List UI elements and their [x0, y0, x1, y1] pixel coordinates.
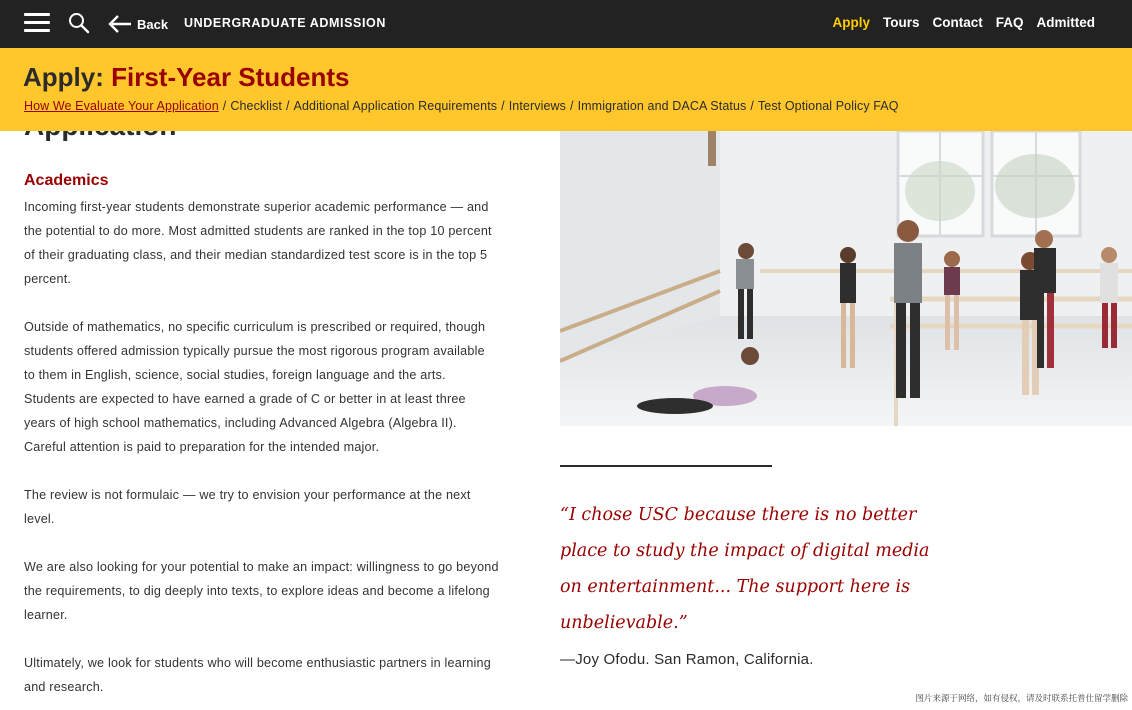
student-quote: “I chose USC because there is no better place to study the impact of digital media on entertainment... The support here is unbelievable.” — [560, 505, 930, 633]
main-nav — [819, 15, 1095, 30]
breadcrumb-interviews[interactable]: Interviews — [508, 99, 567, 113]
breadcrumb — [24, 99, 899, 113]
breadcrumb-checklist[interactable]: Checklist — [230, 99, 282, 113]
paragraph-impact: We are also looking for your potential to make an impact: willingness to go beyond the requirements, to dig deeply into texts, to explore ideas and become a lifelong learner. — [24, 560, 499, 622]
site-title[interactable]: UNDERGRADUATE ADMISSION — [184, 16, 386, 30]
page-title-accent: First-Year Students — [111, 62, 350, 92]
nav-link-faq[interactable]: FAQ — [995, 15, 1024, 30]
breadcrumb-separator: / — [570, 99, 574, 113]
quote-author: —Joy Ofodu. San Ramon, California. — [560, 651, 814, 668]
back-label: Back — [137, 16, 169, 32]
academics-heading: Academics — [24, 172, 109, 189]
nav-link-contact[interactable]: Contact — [932, 15, 983, 30]
paragraph-partners: Ultimately, we look for students who will become enthusiastic partners in learning and research. — [24, 656, 491, 694]
breadcrumb-separator: / — [501, 99, 505, 113]
page-title — [23, 62, 350, 93]
academics-section — [24, 172, 499, 710]
paragraph-curriculum: Outside of mathematics, no specific curriculum is prescribed or required, though students offered admission typically pursue the most rigorous program available to them in English, science, social studies, foreign language and the arts. Students are expected to have earned a grade of C or better in at least three years of high school mathematics, including Advanced Algebra (Algebra II). Careful attention is paid to preparation for the intended major. — [24, 320, 486, 454]
breadcrumb-separator: / — [222, 99, 227, 113]
image-credit-note: 图片来源于网络，如有侵权，请及时联系托普仕留学删除 — [915, 693, 1128, 703]
back-button[interactable] — [107, 12, 168, 36]
breadcrumb-evaluate-application[interactable]: How We Evaluate Your Application — [24, 99, 219, 113]
section-header — [0, 48, 1132, 131]
paragraph-review: The review is not formulaic — we try to envision your performance at the next level. — [24, 488, 471, 526]
dance-studio-photo — [560, 131, 1132, 426]
breadcrumb-additional-requirements[interactable]: Additional Application Requirements — [293, 99, 498, 113]
nav-link-apply[interactable]: Apply — [832, 15, 870, 30]
nav-link-admitted[interactable]: Admitted — [1036, 15, 1095, 30]
arrow-left-icon — [107, 14, 132, 34]
breadcrumb-test-optional-faq[interactable]: Test Optional Policy FAQ — [757, 99, 899, 113]
quote-divider — [560, 465, 772, 467]
menu-icon[interactable] — [24, 13, 50, 33]
nav-link-tours[interactable]: Tours — [882, 15, 920, 30]
search-icon[interactable] — [68, 12, 90, 34]
breadcrumb-separator: / — [750, 99, 754, 113]
page-title-prefix: Apply: — [23, 62, 104, 92]
breadcrumb-immigration-daca[interactable]: Immigration and DACA Status — [577, 99, 747, 113]
paragraph-academic-performance: Incoming first-year students demonstrate superior academic performance — and the potential to do more. Most admitted students are ranked in the top 10 percent of their graduating class, and their median standardized test score is in the top 5 percent. — [24, 200, 492, 286]
breadcrumb-separator: / — [285, 99, 290, 113]
top-navigation-bar — [0, 0, 1132, 48]
